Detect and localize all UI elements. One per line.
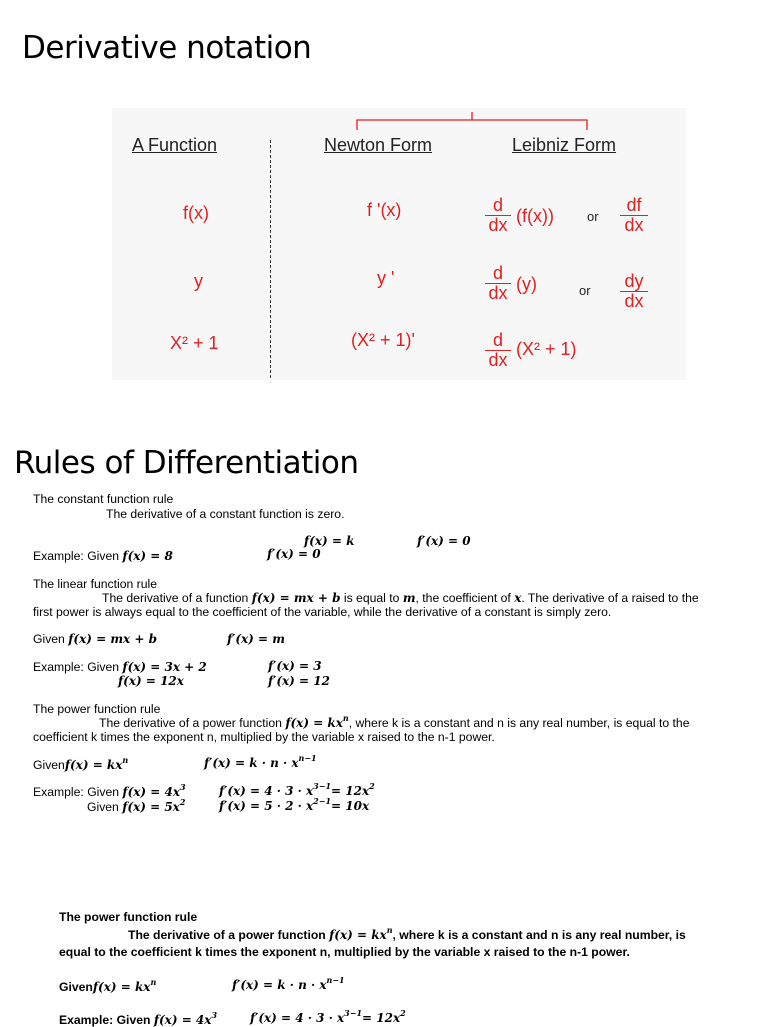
given-line: Given f(x) = mx + b xyxy=(33,632,157,646)
section-title: Rules of Differentiation xyxy=(14,445,359,481)
rule-description: coefficient k times the exponent n, multiplied by the variable x raised to the n-1 power. xyxy=(33,730,495,744)
leibniz-fraction: $\frac{d}{dx}$ xyxy=(485,196,511,235)
column-divider xyxy=(270,140,271,378)
function-x2: X² + 1 xyxy=(170,333,219,353)
equation: f′(x) = 3 xyxy=(268,659,322,673)
equation: f(x) = k xyxy=(304,534,355,548)
rule-heading: The power function rule xyxy=(59,910,198,924)
leibniz-arg: (X² + 1) xyxy=(516,339,577,359)
equation: f′(x) = 0 xyxy=(267,547,321,561)
or-text: or xyxy=(579,283,591,298)
given-line: Givenf(x) = $kx^n$ xyxy=(33,755,129,772)
rule-description: first power is always equal to the coefficient of the variable, while the derivative of a constant is simply zero. xyxy=(33,605,612,619)
equation: $f'(x) = k \cdot n \cdot x^{n-1}$ xyxy=(204,753,317,770)
rule-heading: The power function rule xyxy=(33,702,161,716)
rule-description: The derivative of a function f(x) = mx + b is equal to m, the coefficient of x. The derivative of a raised to the xyxy=(102,591,699,605)
newton-x2: (X² + 1)' xyxy=(351,330,415,350)
newton-fx: f '(x) xyxy=(367,200,402,220)
equation: f′(x) = m xyxy=(227,632,285,646)
header-brace xyxy=(112,108,686,138)
example-line: Given $f(x) = 5x^2$ xyxy=(87,797,186,814)
col-header-leibniz: Leibniz Form xyxy=(512,135,617,155)
col-header-function: A Function xyxy=(132,135,218,155)
example-line: Example: Given $f(x) = 4x^3$ xyxy=(33,782,186,799)
equation: f′(x) = 0 xyxy=(417,534,471,548)
leibniz-alt-fraction: $\frac{df}{dx}$ xyxy=(620,196,648,235)
function-y: y xyxy=(194,271,203,291)
or-text: or xyxy=(587,209,599,224)
leibniz-arg: (f(x)) xyxy=(516,206,554,226)
notation-table xyxy=(112,108,686,380)
newton-y: y ' xyxy=(377,268,395,288)
page-title: Derivative notation xyxy=(22,30,312,66)
function-fx: f(x) xyxy=(183,203,209,223)
rule-description: The derivative of a power function $f(x) = kx^n$, where k is a constant and n is any real number, is equal to the xyxy=(99,713,690,730)
equation: $f'(x) = 5 \cdot 2 \cdot x^{2-1}= 10x$ xyxy=(219,796,370,813)
leibniz-fraction: $\frac{d}{dx}$ xyxy=(485,264,511,303)
equation: $f'(x) = k \cdot n \cdot x^{n-1}$ xyxy=(232,975,345,992)
leibniz-fraction: $\frac{d}{dx}$ xyxy=(485,331,511,370)
rule-description: equal to the coefficient k times the exponent n, multiplied by the variable x raised to the n-1 power. xyxy=(59,945,630,959)
leibniz-alt-fraction: $\frac{dy}{dx}$ xyxy=(620,272,648,311)
equation: $f'(x) = 4 \cdot 3 \cdot x^{3-1}= 12x^2$ xyxy=(250,1008,406,1025)
rule-description: The derivative of a constant function is zero. xyxy=(106,507,345,521)
rule-heading: The linear function rule xyxy=(33,577,157,591)
equation: f′(x) = 12 xyxy=(268,674,330,688)
leibniz-arg: (y) xyxy=(516,274,537,294)
equation: $f'(x) = 4 \cdot 3 \cdot x^{3-1}= 12x^2$ xyxy=(219,781,375,798)
col-header-newton: Newton Form xyxy=(324,135,433,155)
rule-heading: The constant function rule xyxy=(33,492,174,506)
rule-description: The derivative of a power function $f(x) = kx^n$, where k is a constant and n is any real number, is xyxy=(128,925,686,942)
given-line: Givenf(x) = $kx^n$ xyxy=(59,977,157,994)
example-line: Example: Given f(x) = 3x + 2 xyxy=(33,660,207,674)
example-line: Example: Given $f(x) = 4x^3$ xyxy=(59,1010,218,1027)
equation: f(x) = 12x xyxy=(118,674,184,688)
example-line: Example: Given f(x) = 8 xyxy=(33,549,173,563)
